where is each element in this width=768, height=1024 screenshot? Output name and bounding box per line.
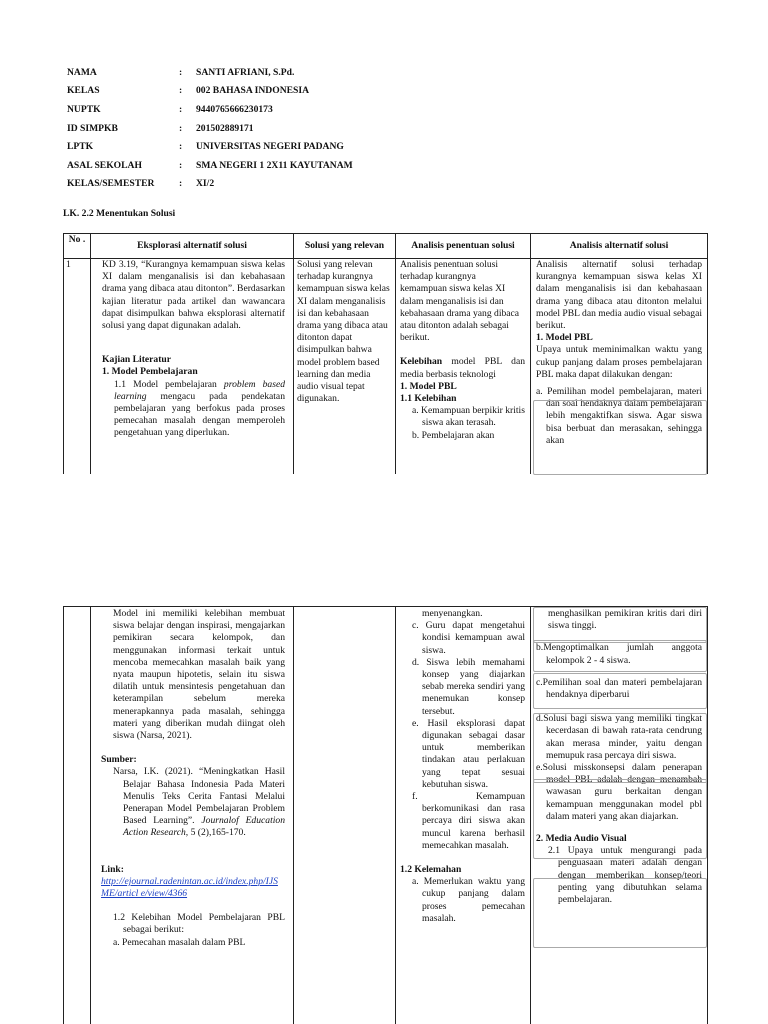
- sumber-heading: Sumber:: [101, 754, 137, 766]
- header-label: ID SIMPKB: [67, 123, 118, 134]
- header-value: 9440765666230173: [196, 104, 273, 115]
- kelemahan-item-a: a. Memerlukan waktu yang cukup panjang dalam proses pemecahan masalah.: [412, 876, 525, 924]
- table-col-divider: [293, 233, 294, 474]
- alternatif-item-c: c.Pemilihan soal dan materi pembelajaran hendaknya diperbarui: [536, 676, 702, 701]
- header-value: SANTI AFRIANI, S.Pd.: [196, 67, 295, 78]
- row-number: 1: [66, 259, 71, 270]
- textbox-outline: [533, 673, 707, 709]
- header-label: ASAL SEKOLAH: [67, 160, 142, 171]
- header-colon: :: [179, 104, 183, 115]
- cell-analisis-penentuan-cont: [400, 608, 525, 1024]
- textbox-outline: [533, 713, 707, 783]
- eksplorasi-intro: KD 3.19, “Kurangnya kemampuan siswa kelas XI dalam menganalisis isi dan kebahasaan drama yang dibaca atau ditonton”. Berdasarkan kajian literatur pada artikel dan wawancara dapat disimpulkan bahwa eksplorasi alternatif solusi yang dapat digunakan adalah.: [102, 259, 285, 332]
- textbox-outline: [533, 640, 707, 672]
- cell-analisis-penentuan: [400, 259, 525, 474]
- table-border-left: [63, 233, 64, 474]
- header-colon: :: [179, 123, 183, 134]
- table-col-divider: [395, 606, 396, 1024]
- col-header-eksplorasi: Eksplorasi alternatif solusi: [137, 240, 247, 251]
- header-colon: :: [179, 178, 183, 189]
- alternatif-item-e: e.Solusi misskonsepsi dalam penerapan model PBL adalah dengan menambah wawasan guru berkaitan dengan kemampuan menggunakan model pbl dalam materi yang akan diajarkan.: [536, 762, 702, 822]
- header-value: UNIVERSITAS NEGERI PADANG: [196, 141, 344, 152]
- textbox-outline: [533, 878, 707, 948]
- model-pembelajaran-heading: 1. Model Pembelajaran: [102, 366, 198, 378]
- kelebihan-item-b-cont: menyenangkan.: [422, 608, 483, 619]
- media-item-2-1: 2.1 Upaya untuk mengurangi pada penguasaan materi adalah dengan dengan memberikan konsep/teori penting yang dibutuhkan selama pembelajaran.: [548, 845, 702, 906]
- reference-entry: Narsa, I.K. (2021). “Meningkatkan Hasil Belajar Bahasa Indonesia Pada Materi Menulis Teks Cerita Fantasi Melalui Penerapan Model Pembelajaran Problem Based Learning”. Journalof Education Action Research, 5 (2),165-170.: [113, 766, 285, 839]
- header-colon: :: [179, 141, 183, 152]
- table-col-divider: [90, 233, 91, 474]
- header-row-id-simpkb: [0, 123, 768, 137]
- kelebihan-item-f: f. Kemampuan berkomunikasi dan rasa percaya diri siswa akan muncul karena berhasil memecahkan masalah.: [412, 791, 525, 851]
- kelebihan-pbl-heading: 1.2 Kelebihan Model Pembelajaran PBL sebagai berikut:: [113, 912, 285, 936]
- cell-solusi-relevan: Solusi yang relevan terhadap kurangnya kemampuan siswa kelas XI dalam menganalisis isi dan kebahasaan drama yang dibaca atau ditonton dapat disimpulkan bahwa model problem based learning dan media audio visual tepat digunakan.: [297, 259, 390, 405]
- alternatif-item-a: a. Pemilihan model pembelajaran, materi dan soal hendaknya dalam pembelajaran lebih mengaktifkan siswa. Agar siswa bisa berbuat dan merasakan, sehingga akan: [536, 386, 702, 446]
- journal-link[interactable]: http://ejournal.radenintan.ac.id/index.php/IJSME/articl e/view/4366: [101, 875, 278, 900]
- upaya-paragraph: Upaya untuk meminimalkan waktu yang cukup panjang dalam proses pembelajaran PBL maka dapat dilakukan dengan:: [536, 344, 702, 380]
- textbox-outline: [533, 400, 707, 475]
- penentuan-intro: Analisis penentuan solusi terhadap kurangnya kemampuan siswa kelas XI dalam menganalisis isi dan kebahasaan drama yang dibaca atau ditonton adalah sebagai berikut.: [400, 259, 520, 344]
- header-row-kelas: [0, 85, 768, 99]
- kelebihan-item-c: c. Guru dapat mengetahui kondisi kemampuan awal siswa.: [412, 620, 525, 656]
- table-col-divider: [90, 606, 91, 1024]
- header-row-lptk: [0, 141, 768, 155]
- header-label: NAMA: [67, 67, 97, 78]
- col-header-analisis-alternatif: Analisis alternatif solusi: [569, 240, 669, 251]
- header-label: KELAS: [67, 85, 100, 96]
- table-col-divider: [293, 606, 294, 1024]
- alternatif-item-b: b.Mengoptimalkan jumlah anggota kelompok 2 - 4 siswa.: [536, 642, 702, 666]
- kajian-literatur-heading: Kajian Literatur: [102, 354, 172, 366]
- reference-link[interactable]: [101, 876, 285, 900]
- kelebihan-item-e: e. Hasil eksplorasi dapat digunakan sebagai dasar untuk memberikan tindakan atau perlakuan yang tepat sesuai kebutuhan siswa.: [412, 717, 525, 790]
- alternatif-model-pbl-heading: 1. Model PBL: [536, 332, 593, 344]
- alternatif-item-a-cont: menghasilkan pemikiran kritis dari diri siswa tinggi.: [548, 608, 702, 632]
- kelemahan-heading: 1.2 Kelemahan: [400, 864, 462, 876]
- table-border-top: [63, 233, 708, 234]
- col-header-solusi-relevan: Solusi yang relevan: [304, 240, 385, 251]
- col-header-analisis-penentuan: Analisis penentuan solusi: [411, 240, 515, 251]
- kelebihan-pbl-item-a: a. Pemecahan masalah dalam PBL: [113, 936, 246, 948]
- header-row-asal-sekolah: [0, 160, 768, 174]
- header-value: 002 BAHASA INDONESIA: [196, 85, 310, 96]
- col-header-no: No .: [68, 234, 86, 245]
- link-label: Link:: [101, 863, 124, 875]
- header-value: 201502889171: [196, 123, 254, 134]
- model-pbl-heading: 1. Model PBL: [400, 380, 457, 392]
- kelebihan-item-d: d. Siswa lebih memahami konsep yang diajarkan sebab mereka sendiri yang menemukan konsep tersebut.: [412, 656, 525, 717]
- header-colon: :: [179, 85, 183, 96]
- table-col-divider: [530, 606, 531, 1024]
- table-border-right: [707, 606, 708, 1024]
- table-border-left: [63, 606, 64, 1024]
- table-border-right: [707, 233, 708, 474]
- model-pbl-paragraph: 1.1 Model pembelajaran problem based learning mengacu pada pendekatan pembelajaran yang berfokus pada proses pemecahan masalah dengan memperoleh pengetahuan yang diperlukan.: [114, 378, 285, 439]
- table-col-divider: [530, 233, 531, 474]
- header-colon: :: [179, 67, 183, 78]
- header-label: LPTK: [67, 141, 94, 152]
- cell-eksplorasi: [102, 259, 285, 474]
- header-row-kelas-semester: [0, 178, 768, 192]
- model-kelebihan-paragraph: Model ini memiliki kelebihan membuat siswa belajar dengan inspirasi, mengajarkan pemikiran secara kelompok, dan menggunakan informasi terkait untuk mencoba memecahkan masalah baik yang nyata maupun hipotetis, selain itu siswa dilatih untuk mensintesis pengetahuan dan keterampilan sebelum mereka menerapkannya pada masalah, sehingga materi yang diberikan mudah diingat oleh siswa (Narsa, 2021).: [113, 608, 285, 742]
- header-colon: :: [179, 160, 183, 171]
- kelebihan-subheading: 1.1 Kelebihan: [400, 393, 457, 405]
- alternatif-intro: Analisis alternatif solusi terhadap kurangnya kemampuan siswa kelas XI dalam menganalisis isi dan kebahasaan drama yang dibaca atau ditonton melalui model PBL dan media audio visual sebagai berikut.: [536, 259, 702, 332]
- kelebihan-item-b: b. Pembelajaran akan: [412, 429, 495, 441]
- section-title: LK. 2.2 Menentukan Solusi: [63, 208, 176, 219]
- alternatif-item-d: d.Solusi bagi siswa yang memiliki tingkat kecerdasan di bawah rata-rata cendrung akan merasa minder, yaitu dengan memupuk rasa percaya diri siswa.: [536, 713, 702, 761]
- header-row-nuptk: [0, 104, 768, 118]
- textbox-outline: [533, 607, 707, 643]
- header-value: XI/2: [196, 178, 215, 189]
- kelebihan-line: Kelebihan model PBL dan media berbasis teknologi: [400, 356, 525, 380]
- header-value: SMA NEGERI 1 2X11 KAYUTANAM: [196, 160, 353, 171]
- textbox-outline: [533, 779, 707, 859]
- cell-eksplorasi-cont: [101, 608, 285, 1024]
- table-col-divider: [395, 233, 396, 474]
- header-label: NUPTK: [67, 104, 101, 115]
- kelebihan-item-a: a. Kemampuan berpikir kritis siswa akan terasah.: [412, 405, 525, 429]
- media-audio-visual-heading: 2. Media Audio Visual: [536, 833, 627, 845]
- header-row-nama: [0, 67, 768, 81]
- header-label: KELAS/SEMESTER: [67, 178, 155, 189]
